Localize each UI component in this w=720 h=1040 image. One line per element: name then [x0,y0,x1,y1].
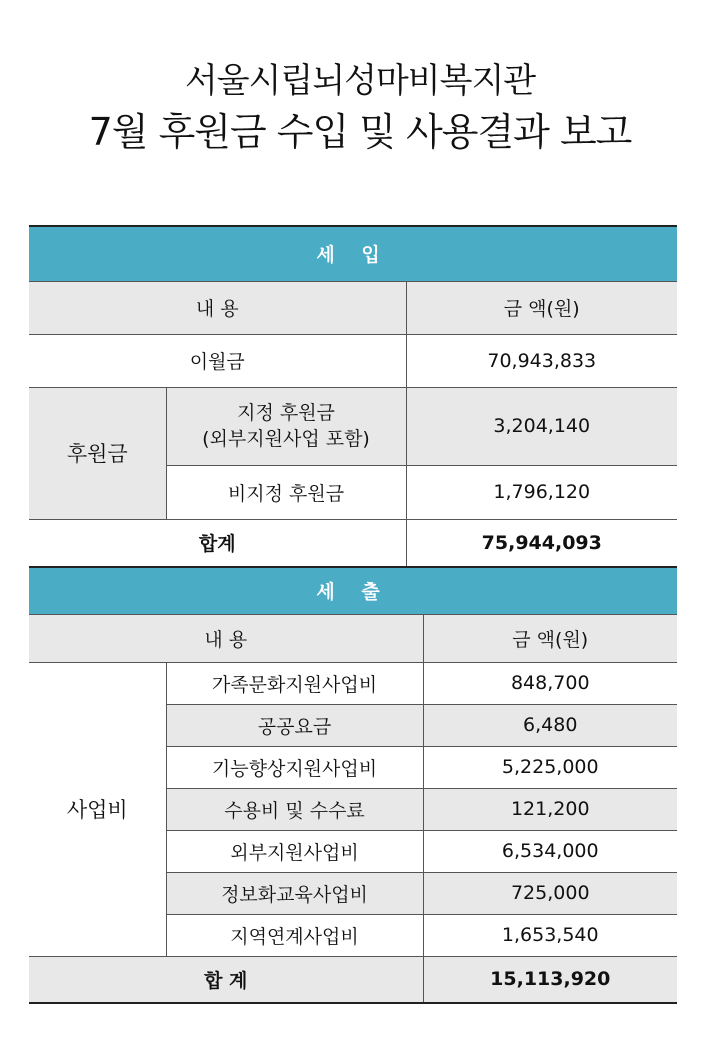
report-title [0,58,720,158]
designated-label [166,387,406,465]
non-designated-label: 비지정 후원금 [166,465,406,519]
expense-item-amount: 121,200 [423,788,677,830]
expense-item-label: 정보화교육사업비 [166,872,423,914]
income-table [29,225,677,566]
expense-item-amount: 6,534,000 [423,830,677,872]
expense-table [29,566,677,1004]
designated-label-line2: (외부지원사업 포함) [202,428,370,450]
non-designated-amount: 1,796,120 [406,465,677,519]
title-report: 7월 후원금 수입 및 사용결과 보고 [88,110,632,154]
expense-item-amount: 5,225,000 [423,746,677,788]
income-col-amount: 금 액(원) [406,281,677,334]
designated-amount: 3,204,140 [406,387,677,465]
expense-item-amount: 6,480 [423,704,677,746]
expense-item-label: 공공요금 [166,704,423,746]
expense-item-label: 기능향상지원사업비 [166,746,423,788]
income-total-amount: 75,944,093 [406,519,677,566]
designated-label-line1: 지정 후원금 [237,402,335,424]
expense-item-amount: 1,653,540 [423,914,677,956]
expense-group-label: 사업비 [29,662,166,956]
expense-item-label: 수용비 및 수수료 [166,788,423,830]
expense-item-label: 외부지원사업비 [166,830,423,872]
expense-item-label: 지역연계사업비 [166,914,423,956]
carryover-label: 이월금 [29,334,406,387]
expense-col-item: 내 용 [29,614,423,662]
income-total-label: 합계 [29,519,406,566]
title-organization: 서울시립뇌성마비복지관 [184,61,536,101]
income-header: 세 입 [29,226,677,281]
expense-item-amount: 848,700 [423,662,677,704]
expense-item-amount: 725,000 [423,872,677,914]
expense-total-amount: 15,113,920 [423,956,677,1003]
expense-col-amount: 금 액(원) [423,614,677,662]
income-col-item: 내 용 [29,281,406,334]
carryover-amount: 70,943,833 [406,334,677,387]
donation-group-label: 후원금 [29,387,166,519]
expense-item-label: 가족문화지원사업비 [166,662,423,704]
expense-header: 세 출 [29,567,677,614]
expense-total-label: 합 계 [29,956,423,1003]
